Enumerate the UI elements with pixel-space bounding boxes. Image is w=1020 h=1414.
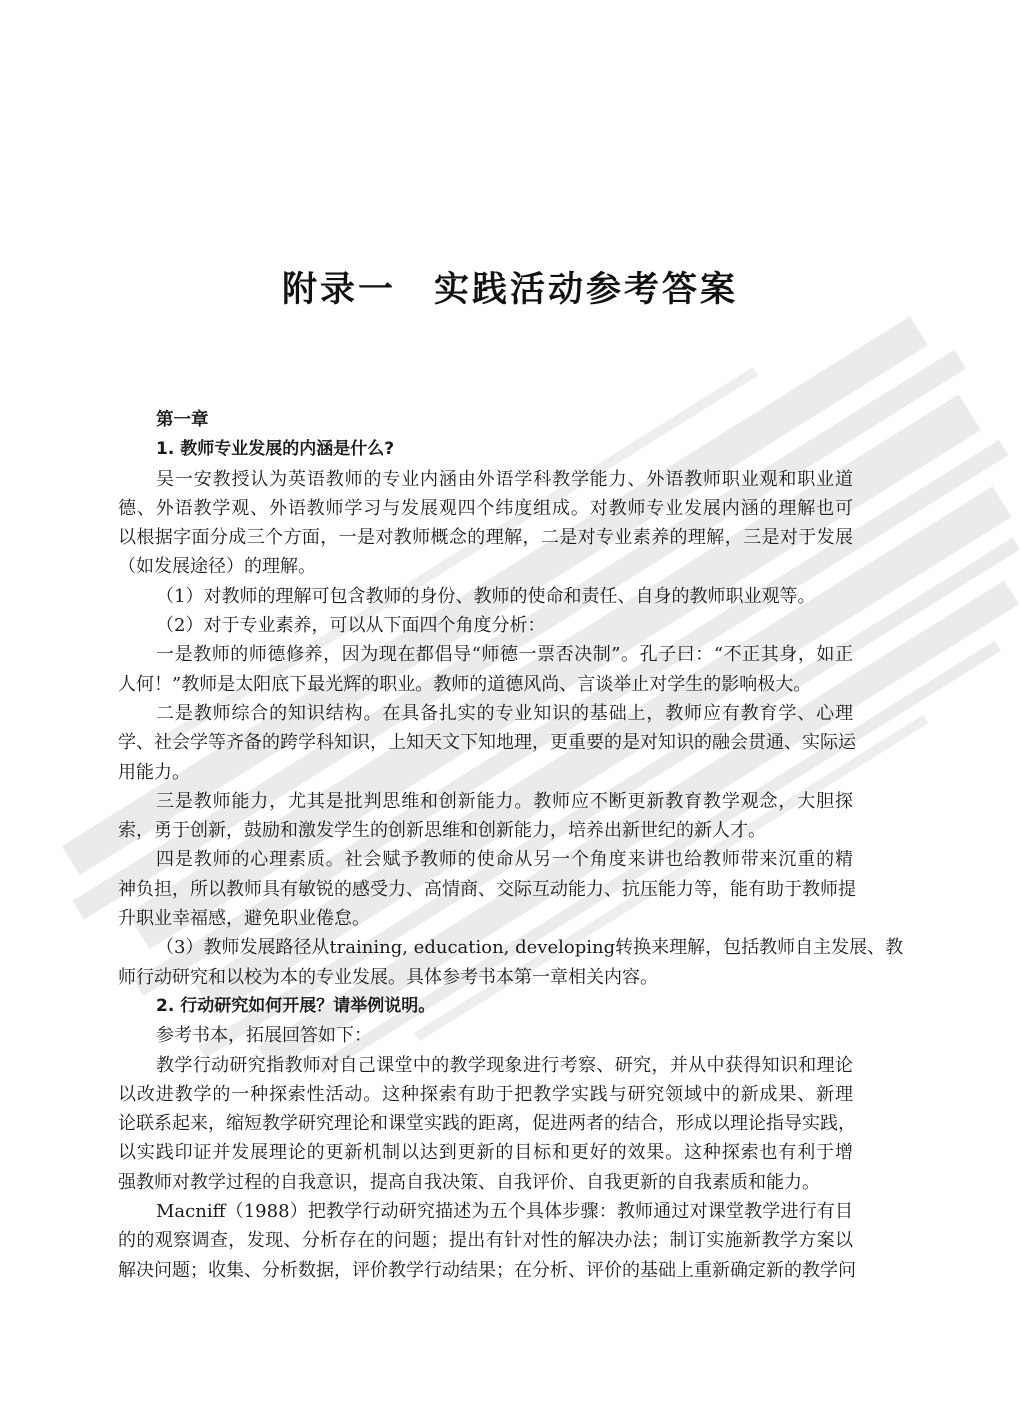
text-line: 教学行动研究指教师对自己课堂中的教学现象进行考察、研究，并从中获得知识和理论: [156, 1054, 853, 1076]
text-line: Macniff（1988）把教学行动研究描述为五个具体步骤：教师通过对课堂教学进行有目: [156, 1201, 853, 1223]
text-line: 学、社会学等齐备的跨学科知识，上知天文下知地理，更重要的是对知识的融会贯通、实际运: [118, 732, 856, 754]
page-title: 附录一 实践活动参考答案: [281, 270, 738, 310]
text-line: （2）对于专业素养，可以从下面四个角度分析：: [156, 615, 546, 637]
text-line: 用能力。: [118, 761, 190, 783]
text-line: 神负担，所以教师具有敏锐的感受力、高情商、交际互动能力、抗压能力等，能有助于教师提: [118, 878, 856, 900]
text-line: 解决问题；收集、分析数据，评价教学行动结果；在分析、评价的基础上重新确定新的教学问: [118, 1259, 856, 1281]
text-line: 德、外语教学观、外语教师学习与发展观四个纬度组成。对教师专业发展内涵的理解也可: [118, 497, 853, 519]
text-line: 四是教师的心理素质。社会赋予教师的使命从另一个角度来讲也给教师带来沉重的精: [156, 849, 853, 871]
text-line: 索，勇于创新，鼓励和激发学生的创新思维和创新能力，培养出新世纪的新人才。: [118, 820, 766, 842]
text-line: （如发展途径）的理解。: [118, 556, 316, 578]
text-line: 论联系起来，缩短教学研究理论和课堂实践的距离，促进两者的结合，形成以理论指导实践，: [118, 1113, 856, 1135]
body-text: [118, 406, 904, 1285]
question-heading: 2. 行动研究如何开展？请举例说明。: [156, 995, 436, 1016]
text-line: 参考书本，拓展回答如下：: [156, 1025, 372, 1047]
text-line: 强教师对教学过程的自我意识，提高自我决策、自我评价、自我更新的自我素质和能力。: [118, 1171, 820, 1193]
text-line: 的的观察调查，发现、分析存在的问题；提出有针对性的解决办法；制订实施新教学方案以: [118, 1230, 853, 1252]
text-line: 一是教师的师德修养，因为现在都倡导“师德一票否决制”。孔子曰：“不正其身，如正: [156, 644, 853, 666]
text-line: 师行动研究和以校为本的专业发展。具体参考书本第一章相关内容。: [118, 966, 658, 988]
text-line: 以改进教学的一种探索性活动。这种探索有助于把教学实践与研究领域中的新成果、新理: [118, 1083, 853, 1105]
text-line: 升职业幸福感，避免职业倦怠。: [118, 908, 370, 930]
text-line: 以根据字面分成三个方面，一是对教师概念的理解，二是对专业素养的理解，三是对于发展: [118, 527, 853, 549]
text-line: 以实践印证并发展理论的更新机制以达到更新的目标和更好的效果。这种探索也有利于增: [118, 1142, 853, 1164]
chapter-heading: 第一章: [156, 410, 209, 430]
question-heading: 1. 教师专业发展的内涵是什么?: [156, 439, 395, 460]
text-line: （3）教师发展路径从training, education, developing转换来理解，包括教师自主发展、教: [156, 937, 904, 959]
text-line: 二是教师综合的知识结构。在具备扎实的专业知识的基础上，教师应有教育学、心理: [156, 702, 853, 724]
text-line: 三是教师能力，尤其是批判思维和创新能力。教师应不断更新教育教学观念，大胆探: [156, 790, 853, 812]
text-line: 人何！”教师是太阳底下最光辉的职业。教师的道德风尚、言谈举止对学生的影响极大。: [118, 673, 812, 695]
text-line: 吴一安教授认为英语教师的专业内涵由外语学科教学能力、外语教师职业观和职业道: [156, 468, 853, 490]
text-line: （1）对教师的理解可包含教师的身份、教师的使命和责任、自身的教师职业观等。: [156, 585, 816, 607]
